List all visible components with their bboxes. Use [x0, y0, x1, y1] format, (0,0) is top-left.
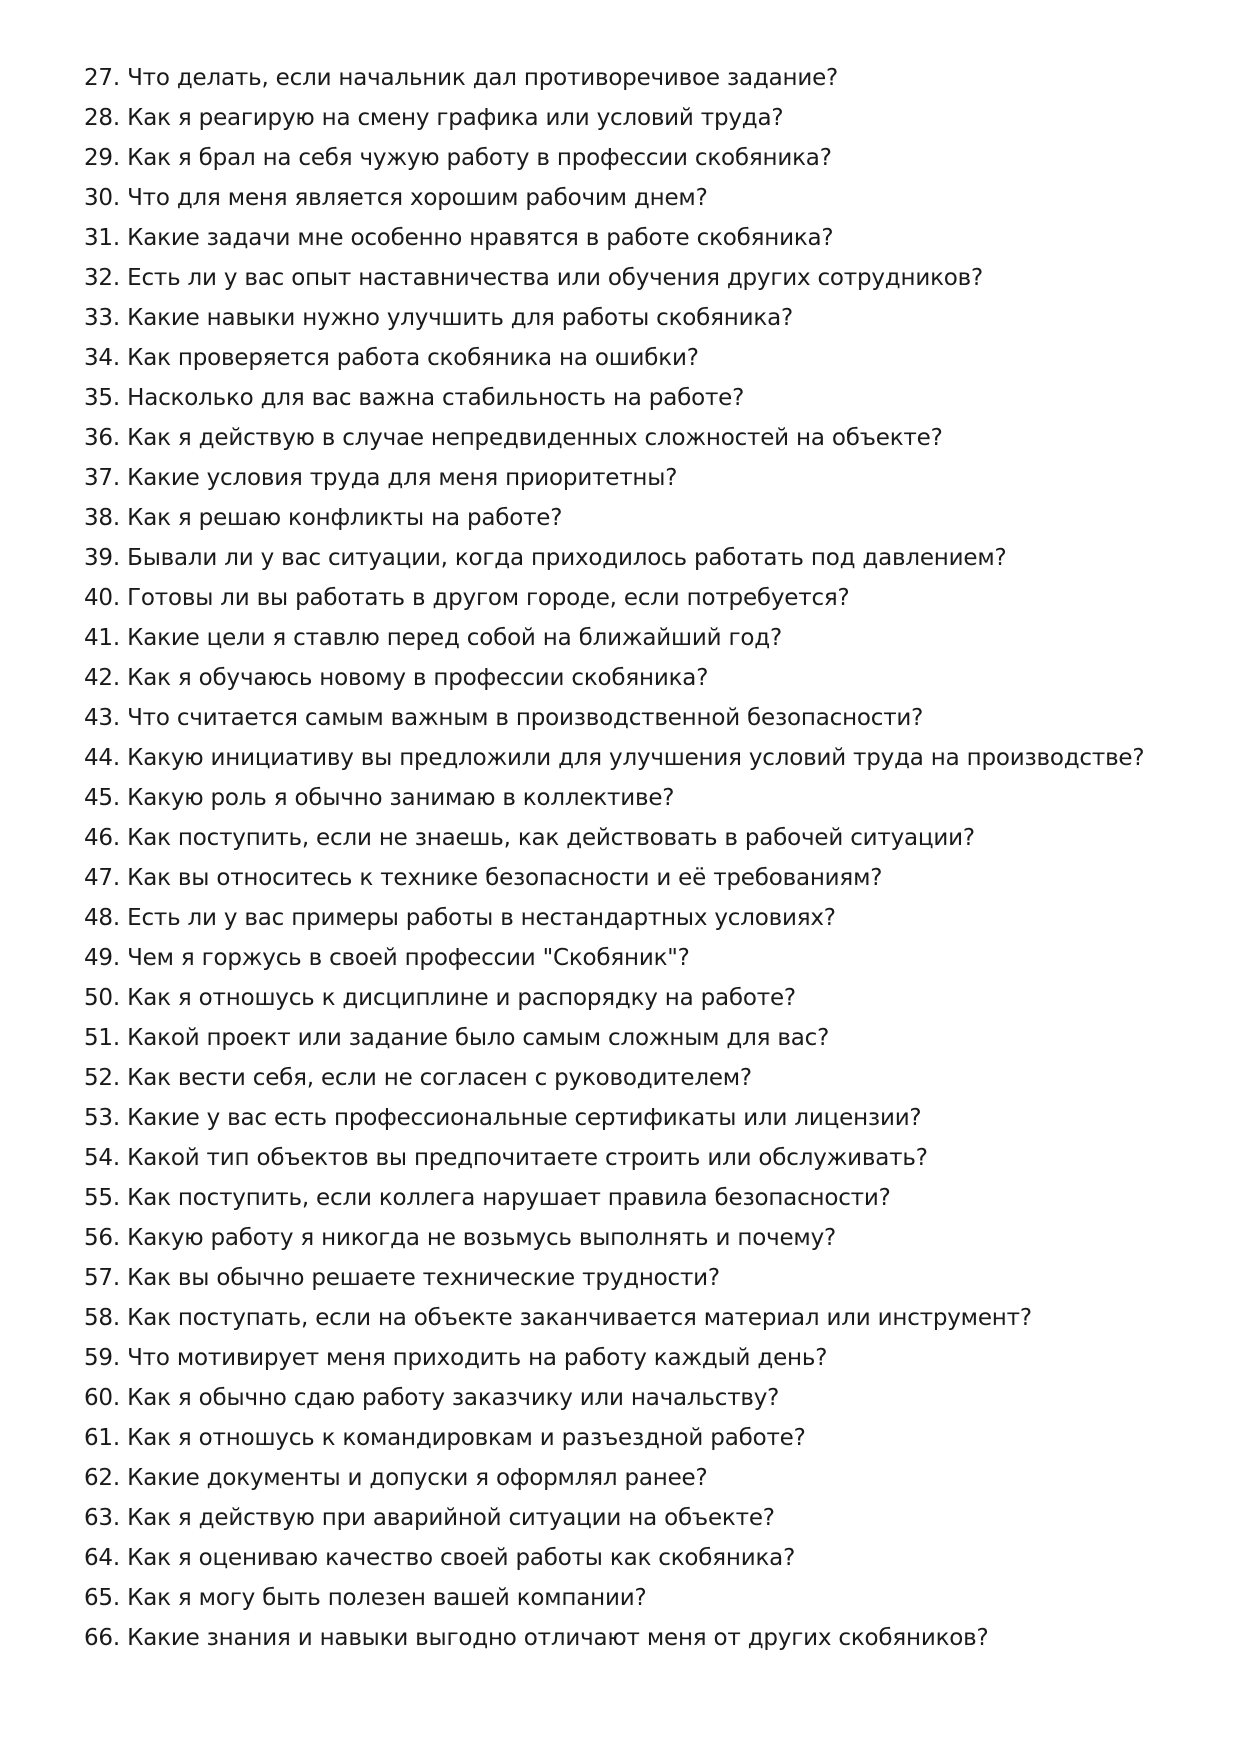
question-item — [84, 258, 1184, 298]
question-item — [84, 1058, 1184, 1098]
question-number: 44. — [84, 745, 120, 771]
question-text: Как я отношусь к дисциплине и распорядку на работе? — [127, 985, 796, 1011]
question-text: Какие цели я ставлю перед собой на ближайший год? — [127, 625, 782, 651]
question-text: Как проверяется работа скобяника на ошибки? — [127, 345, 699, 371]
question-number: 63. — [84, 1505, 120, 1531]
question-number: 59. — [84, 1345, 120, 1371]
question-number: 42. — [84, 665, 120, 691]
question-text: Готовы ли вы работать в другом городе, если потребуется? — [127, 585, 850, 611]
question-text: Какую работу я никогда не возьмусь выполнять и почему? — [127, 1225, 836, 1251]
question-item — [84, 458, 1184, 498]
question-text: Как я действую при аварийной ситуации на объекте? — [127, 1505, 775, 1531]
question-text: Как поступить, если коллега нарушает правила безопасности? — [127, 1185, 891, 1211]
question-number: 61. — [84, 1425, 120, 1451]
question-text: Как я действую в случае непредвиденных сложностей на объекте? — [127, 425, 943, 451]
question-text: Как я могу быть полезен вашей компании? — [127, 1585, 647, 1611]
question-item — [84, 1498, 1184, 1538]
question-item — [84, 618, 1184, 658]
question-number: 65. — [84, 1585, 120, 1611]
question-number: 62. — [84, 1465, 120, 1491]
question-item — [84, 818, 1184, 858]
question-number: 66. — [84, 1625, 120, 1651]
question-item — [84, 978, 1184, 1018]
question-item — [84, 1378, 1184, 1418]
question-text: Какие у вас есть профессиональные сертификаты или лицензии? — [127, 1105, 922, 1131]
question-item — [84, 1178, 1184, 1218]
question-item — [84, 1618, 1184, 1658]
question-number: 28. — [84, 105, 120, 131]
question-number: 45. — [84, 785, 120, 811]
question-text: Что делать, если начальник дал противоречивое задание? — [127, 65, 839, 91]
question-item — [84, 298, 1184, 338]
question-text: Как я решаю конфликты на работе? — [127, 505, 563, 531]
question-item — [84, 418, 1184, 458]
question-text: Как я отношусь к командировкам и разъездной работе? — [127, 1425, 806, 1451]
question-text: Как вы обычно решаете технические трудности? — [127, 1265, 720, 1291]
question-item — [84, 218, 1184, 258]
question-text: Какую роль я обычно занимаю в коллективе? — [127, 785, 675, 811]
question-text: Что для меня является хорошим рабочим днем? — [127, 185, 708, 211]
question-text: Что мотивирует меня приходить на работу каждый день? — [127, 1345, 828, 1371]
question-text: Какие документы и допуски я оформлял ранее? — [127, 1465, 708, 1491]
question-text: Есть ли у вас опыт наставничества или обучения других сотрудников? — [127, 265, 984, 291]
question-text: Какой тип объектов вы предпочитаете строить или обслуживать? — [127, 1145, 928, 1171]
question-item — [84, 698, 1184, 738]
question-number: 64. — [84, 1545, 120, 1571]
question-item — [84, 1418, 1184, 1458]
question-text: Какие условия труда для меня приоритетны? — [127, 465, 678, 491]
question-item — [84, 1098, 1184, 1138]
question-number: 38. — [84, 505, 120, 531]
question-item — [84, 1258, 1184, 1298]
question-item — [84, 178, 1184, 218]
question-item — [84, 1298, 1184, 1338]
question-text: Какие задачи мне особенно нравятся в работе скобяника? — [127, 225, 834, 251]
question-text: Что считается самым важным в производственной безопасности? — [127, 705, 924, 731]
question-item — [84, 578, 1184, 618]
question-item — [84, 98, 1184, 138]
question-number: 50. — [84, 985, 120, 1011]
question-number: 29. — [84, 145, 120, 171]
question-number: 55. — [84, 1185, 120, 1211]
question-item — [84, 858, 1184, 898]
question-item — [84, 138, 1184, 178]
question-item — [84, 1018, 1184, 1058]
question-number: 57. — [84, 1265, 120, 1291]
question-text: Как поступать, если на объекте заканчивается материал или инструмент? — [127, 1305, 1032, 1331]
question-item — [84, 378, 1184, 418]
question-text: Как я обычно сдаю работу заказчику или начальству? — [127, 1385, 780, 1411]
question-number: 40. — [84, 585, 120, 611]
question-number: 60. — [84, 1385, 120, 1411]
question-number: 54. — [84, 1145, 120, 1171]
question-number: 53. — [84, 1105, 120, 1131]
question-text: Какие знания и навыки выгодно отличают меня от других скобяников? — [127, 1625, 989, 1651]
question-item — [84, 738, 1184, 778]
question-number: 48. — [84, 905, 120, 931]
question-text: Как вести себя, если не согласен с руководителем? — [127, 1065, 752, 1091]
question-number: 35. — [84, 385, 120, 411]
question-number: 27. — [84, 65, 120, 91]
question-text: Как я реагирую на смену графика или условий труда? — [127, 105, 784, 131]
question-item — [84, 938, 1184, 978]
question-item — [84, 1538, 1184, 1578]
question-number: 30. — [84, 185, 120, 211]
question-item — [84, 1578, 1184, 1618]
question-item — [84, 1138, 1184, 1178]
question-number: 58. — [84, 1305, 120, 1331]
question-text: Какую инициативу вы предложили для улучшения условий труда на производстве? — [127, 745, 1145, 771]
question-item — [84, 338, 1184, 378]
question-number: 46. — [84, 825, 120, 851]
question-number: 32. — [84, 265, 120, 291]
question-text: Бывали ли у вас ситуации, когда приходилось работать под давлением? — [127, 545, 1007, 571]
question-number: 49. — [84, 945, 120, 971]
question-number: 34. — [84, 345, 120, 371]
question-text: Какие навыки нужно улучшить для работы скобяника? — [127, 305, 793, 331]
question-number: 31. — [84, 225, 120, 251]
question-number: 41. — [84, 625, 120, 651]
question-text: Как поступить, если не знаешь, как действовать в рабочей ситуации? — [127, 825, 975, 851]
question-number: 33. — [84, 305, 120, 331]
question-item — [84, 1338, 1184, 1378]
question-number: 52. — [84, 1065, 120, 1091]
question-text: Как вы относитесь к технике безопасности и её требованиям? — [127, 865, 883, 891]
question-number: 47. — [84, 865, 120, 891]
question-number: 56. — [84, 1225, 120, 1251]
question-text: Чем я горжусь в своей профессии "Скобяник"? — [127, 945, 690, 971]
question-item — [84, 898, 1184, 938]
question-item — [84, 1218, 1184, 1258]
question-number: 43. — [84, 705, 120, 731]
question-number: 39. — [84, 545, 120, 571]
question-item — [84, 1458, 1184, 1498]
question-list — [84, 58, 1184, 1658]
question-item — [84, 498, 1184, 538]
question-number: 51. — [84, 1025, 120, 1051]
question-number: 37. — [84, 465, 120, 491]
question-item — [84, 658, 1184, 698]
question-text: Как я обучаюсь новому в профессии скобяника? — [127, 665, 709, 691]
question-number: 36. — [84, 425, 120, 451]
question-text: Есть ли у вас примеры работы в нестандартных условиях? — [127, 905, 836, 931]
question-item — [84, 778, 1184, 818]
question-item — [84, 538, 1184, 578]
question-text: Насколько для вас важна стабильность на работе? — [127, 385, 745, 411]
question-text: Как я брал на себя чужую работу в профессии скобяника? — [127, 145, 832, 171]
question-text: Как я оцениваю качество своей работы как скобяника? — [127, 1545, 796, 1571]
question-text: Какой проект или задание было самым сложным для вас? — [127, 1025, 830, 1051]
question-item — [84, 58, 1184, 98]
